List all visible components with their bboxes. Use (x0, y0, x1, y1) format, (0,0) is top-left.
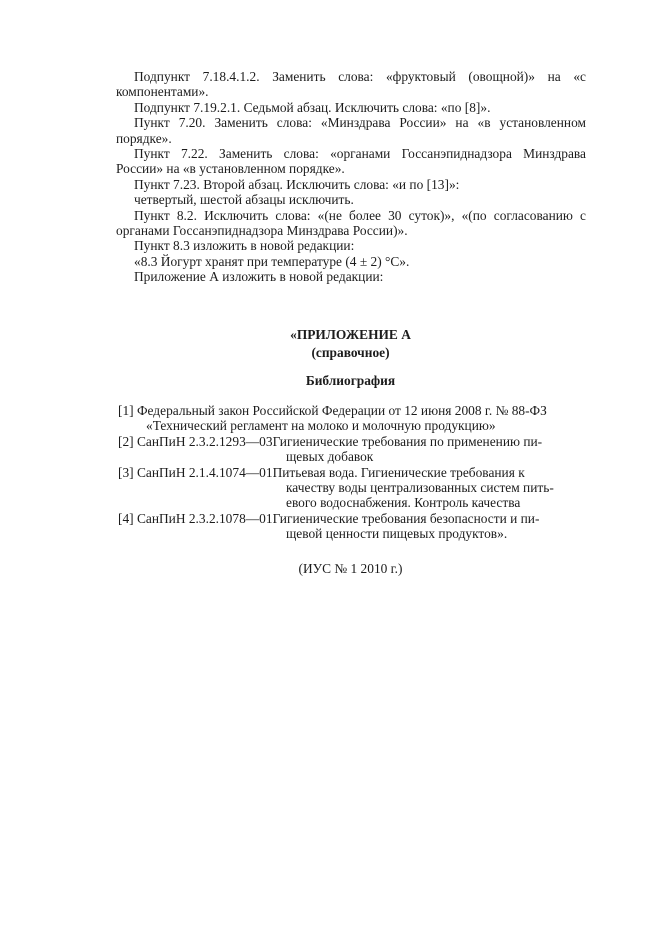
bib-line: Гигиенические требования безопасности и пи- (272, 510, 540, 526)
appendix-heading (0, 326, 661, 362)
bibliography-entry (118, 434, 588, 465)
bib-code: [4] СанПиН 2.3.2.1078—01 (118, 510, 273, 526)
amendment-paragraph: Приложение А изложить в новой редакции: (134, 269, 384, 285)
amendment-paragraph: Пункт 8.3 изложить в новой редакции: (134, 238, 355, 254)
bib-code: [3] СанПиН 2.1.4.1074—01 (118, 464, 273, 480)
bib-line: «Технический регламент на молоко и молочную продукцию» (146, 418, 496, 434)
bibliography-entry (118, 511, 588, 542)
source-reference: (ИУС № 1 2010 г.) (298, 561, 403, 576)
amendment-paragraph: четвертый, шестой абзацы исключить. (134, 192, 354, 208)
bib-line: щевой ценности пищевых продуктов». (286, 526, 508, 542)
bib-line: Питьевая вода. Гигиенические требования к (272, 464, 525, 480)
amendment-paragraph: Подпункт 7.19.2.1. Седьмой абзац. Исключить слова: «по [8]». (134, 99, 491, 115)
amendment-paragraph: Пункт 7.23. Второй абзац. Исключить слова: «и по [13]»: (134, 176, 460, 192)
appendix-title: «ПРИЛОЖЕНИЕ А (290, 327, 411, 342)
amendments-list (116, 69, 586, 285)
appendix-subtitle: (справочное) (311, 345, 390, 360)
bib-line: качеству воды централизованных систем пить- (286, 480, 554, 496)
amendment-paragraph: «8.3 Йогурт хранят при температуре (4 ± 2) °С». (134, 253, 410, 269)
amendment-paragraph: Пункт 7.20. Заменить слова: «Минздрава России» на «в установленном порядке». (116, 115, 586, 146)
amendment-paragraph: Пункт 8.2. Исключить слова: «(не более 30 суток)», «(по согласованию с органами Госсанэпиднадзора Минздрава России)». (116, 207, 586, 239)
bibliography-list (118, 403, 588, 542)
amendment-paragraph: Подпункт 7.18.4.1.2. Заменить слова: «фруктовый (овощной)» на «с компонентами». (116, 69, 586, 100)
bib-line: Гигиенические требования по применению пи- (272, 433, 543, 449)
bib-line: [1] Федеральный закон Российской Федерации от 12 июня 2008 г. № 88-ФЗ (118, 403, 547, 418)
bibliography-entry (118, 403, 588, 434)
bib-line: щевых добавок (286, 449, 374, 465)
bibliography-title: Библиография (305, 373, 396, 388)
bib-line: евого водоснабжения. Контроль качества (286, 495, 521, 511)
amendment-paragraph: Пункт 7.22. Заменить слова: «органами Госсанэпиднадзора Минздрава России» на «в установленном порядке». (116, 146, 586, 177)
bibliography-entry (118, 465, 588, 511)
bib-code: [2] СанПиН 2.3.2.1293—03 (118, 433, 273, 449)
